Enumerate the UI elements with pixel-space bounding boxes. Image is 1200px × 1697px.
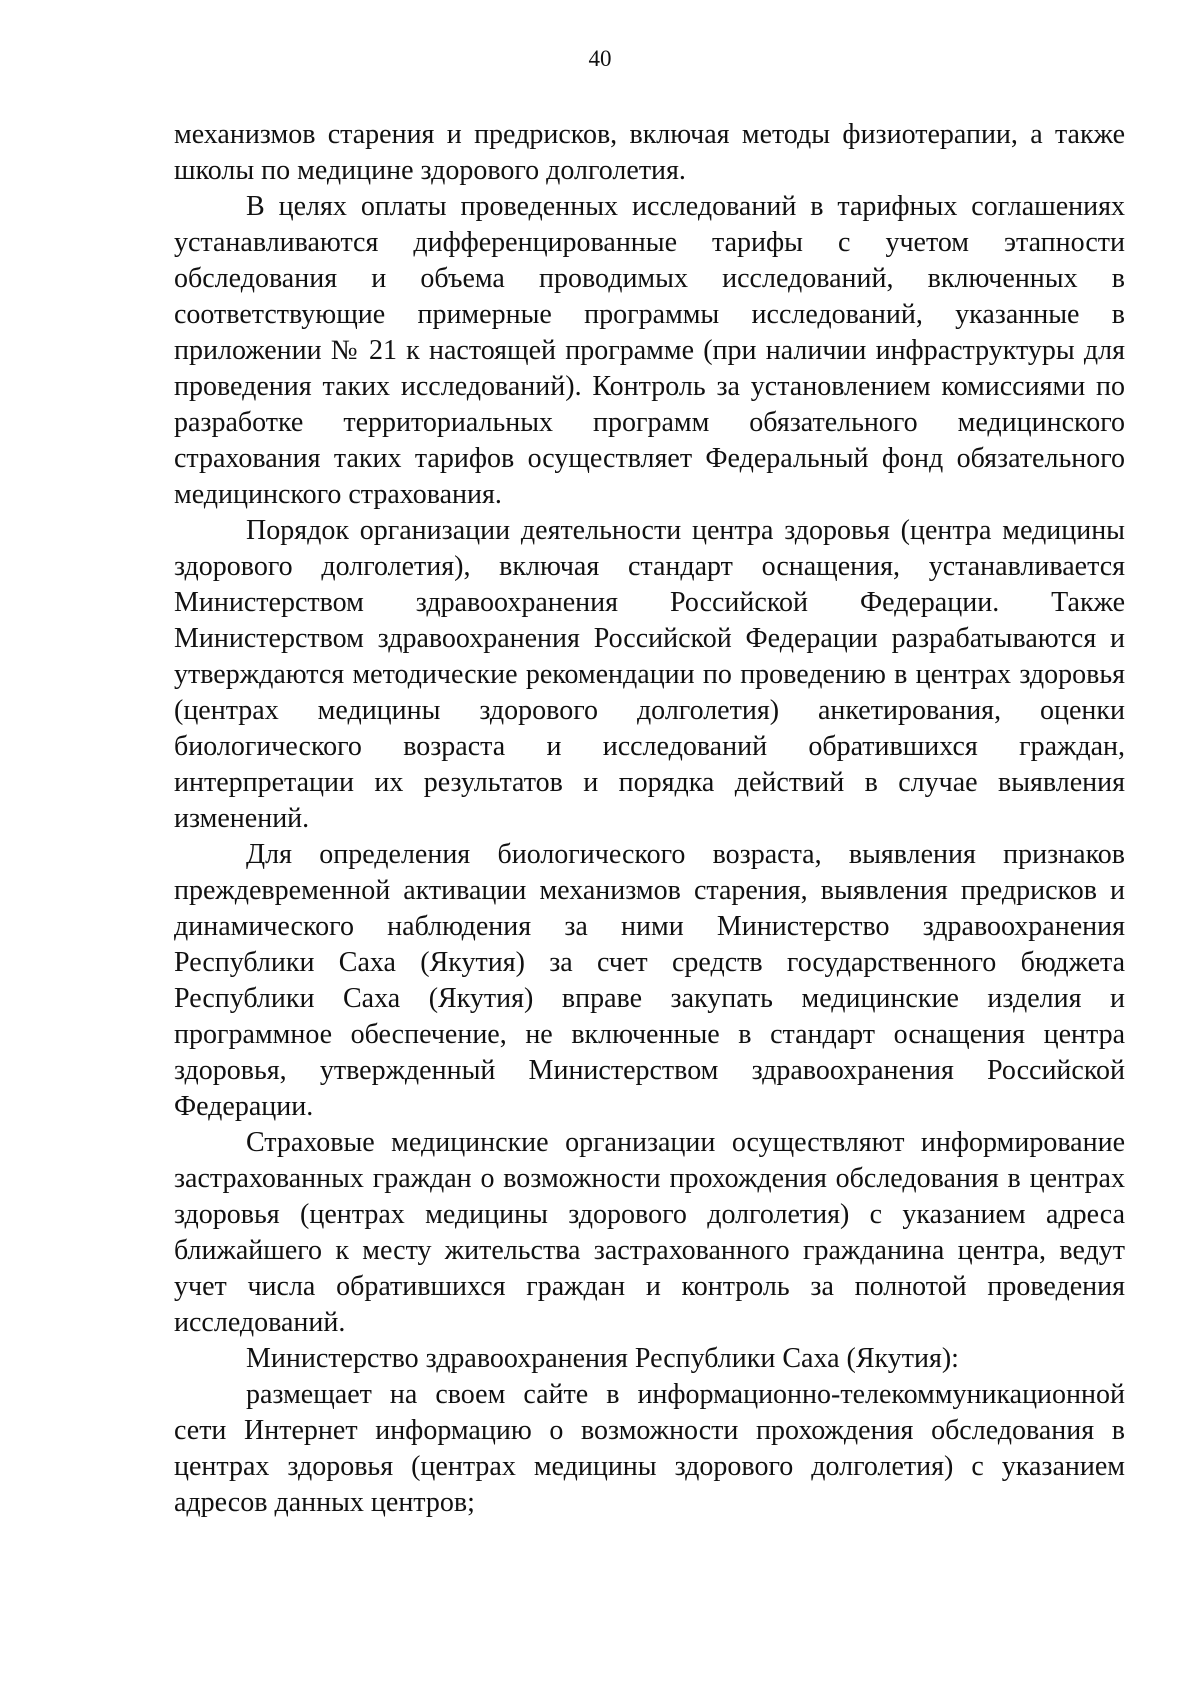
page-number: 40	[588, 46, 612, 71]
paragraph-continuation: механизмов старения и предрисков, включая методы физиотерапии, а также школы по медицине здорового долголетия.	[174, 119, 1125, 186]
paragraph-tariffs: В целях оплаты проведенных исследований в тарифных соглашениях устанавливаются дифференцированные тарифы с учетом этапности обследования и объема проводимых исследований, включенных в соответствующие примерные программы исследований, указанные в приложении № 21 к настоящей программе (при наличии инфраструктуры для проведения таких исследований). Контроль за установлением комиссиями по разработке территориальных программ обязательного медицинского страхования таких тарифов осуществляет Федеральный фонд обязательного медицинского страхования.	[174, 191, 1125, 510]
paragraph-insurance-organizations: Страховые медицинские организации осуществляют информирование застрахованных граждан о возможности прохождения обследования в центрах здоровья (центрах медицины здорового долголетия) с указанием адреса ближайшего к месту жительства застрахованного гражданина центра, ведут учет числа обратившихся граждан и контроль за полнотой проведения исследований.	[174, 1127, 1125, 1338]
document-body	[174, 117, 1125, 1521]
paragraph-biological-age: Для определения биологического возраста, выявления признаков преждевременной активации механизмов старения, выявления предрисков и динамического наблюдения за ними Министерство здравоохранения Республики Саха (Якутия) за счет средств государственного бюджета Республики Саха (Якутия) вправе закупать медицинские изделия и программное обеспечение, не включенные в стандарт оснащения центра здоровья, утвержденный Министерством здравоохранения Российской Федерации.	[174, 839, 1125, 1122]
paragraph-health-center-procedure: Порядок организации деятельности центра здоровья (центра медицины здорового долголетия), включая стандарт оснащения, устанавливается Министерством здравоохранения Российской Федерации. Также Министерством здравоохранения Российской Федерации разрабатываются и утверждаются методические рекомендации по проведению в центрах здоровья (центрах медицины здорового долголетия) анкетирования, оценки биологического возраста и исследований обратившихся граждан, интерпретации их результатов и порядка действий в случае выявления изменений.	[174, 515, 1125, 834]
paragraph-ministry-website: размещает на своем сайте в информационно-телекоммуникационной сети Интернет информацию о возможности прохождения обследования в центрах здоровья (центрах медицины здорового долголетия) с указанием адресов данных центров;	[174, 1379, 1125, 1518]
paragraph-ministry-heading: Министерство здравоохранения Республики Саха (Якутия):	[246, 1343, 959, 1374]
